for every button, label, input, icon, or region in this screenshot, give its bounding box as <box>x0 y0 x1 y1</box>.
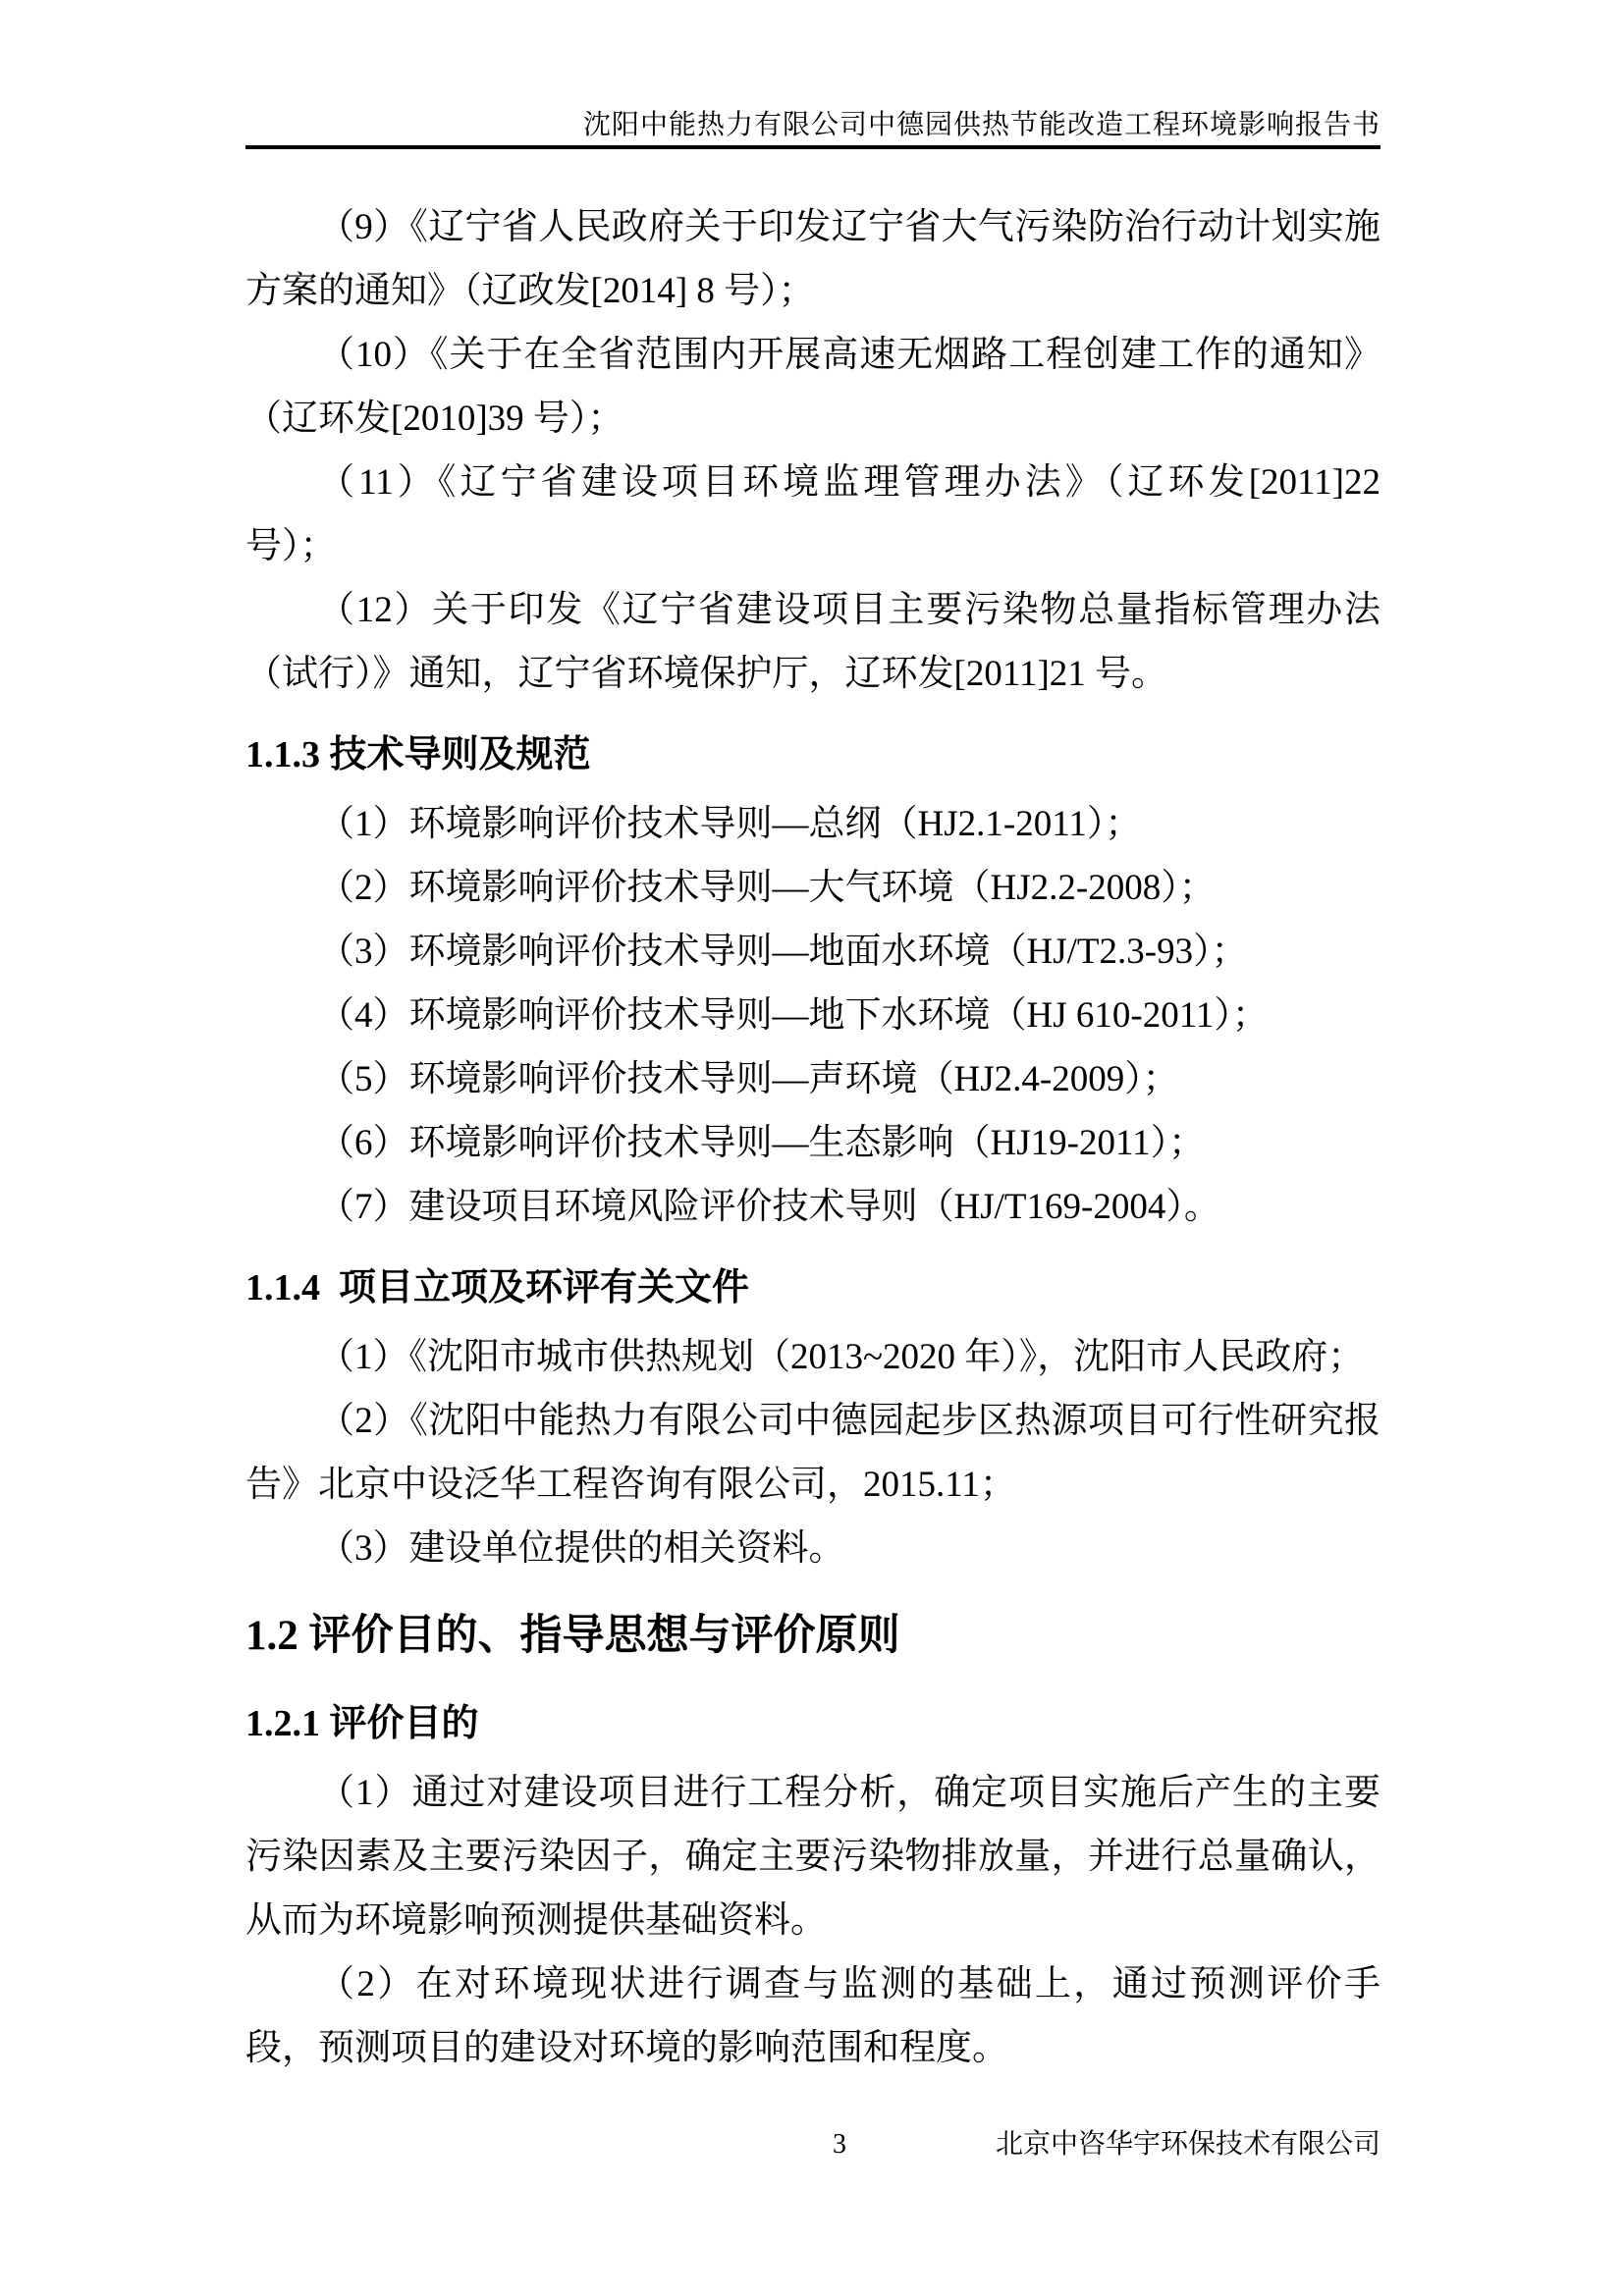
paragraph: （9）《辽宁省人民政府关于印发辽宁省大气污染防治行动计划实施方案的通知》（辽政发[2014] 8 号）； <box>245 207 1380 311</box>
document-body <box>245 195 1380 2080</box>
paragraph: （2）在对环境现状进行调查与监测的基础上，通过预测评价手段，预测项目的建设对环境的影响范围和程度。 <box>245 1964 1380 2068</box>
paragraph: （1）通过对建设项目进行工程分析，确定项目实施后产生的主要污染因素及主要污染因子，确定主要污染物排放量，并进行总量确认，从而为环境影响预测提供基础资料。 <box>245 1773 1380 1941</box>
section-heading: 1.2.1 评价目的 <box>245 1703 479 1744</box>
paragraph: （3）建设单位提供的相关资料。 <box>318 1528 845 1569</box>
section-heading: 1.1.4 项目立项及环评有关文件 <box>245 1267 750 1308</box>
paragraph: （5）环境影响评价技术导则—声环境（HJ2.4-2009）； <box>318 1059 1179 1099</box>
paragraph: （1）环境影响评价技术导则—总纲（HJ2.1-2011）； <box>318 804 1142 844</box>
page-footer <box>245 2122 1380 2167</box>
paragraph: （12）关于印发《辽宁省建设项目主要污染物总量指标管理办法（试行）》通知，辽宁省环境保护厅，辽环发[2011]21 号。 <box>245 590 1380 694</box>
section-heading: 1.1.3 技术导则及规范 <box>245 734 591 775</box>
paragraph: （11）《辽宁省建设项目环境监理管理办法》（辽环发[2011]22 号）； <box>245 462 1380 566</box>
paragraph: （2）《沈阳中能热力有限公司中德园起步区热源项目可行性研究报告》北京中设泛华工程咨询有限公司，2015.11； <box>245 1401 1380 1505</box>
paragraph: （3）环境影响评价技术导则—地面水环境（HJ/T2.3-93）； <box>318 932 1248 972</box>
paragraph: （7）建设项目环境风险评价技术导则（HJ/T169-2004）。 <box>318 1187 1220 1227</box>
section-heading: 1.2 评价目的、指导思想与评价原则 <box>245 1613 900 1659</box>
footer-company-name: 北京中咨华宇环保技术有限公司 <box>995 2129 1380 2160</box>
page-number: 3 <box>833 2129 846 2160</box>
paragraph: （1）《沈阳市城市供热规划（2013~2020 年）》，沈阳市人民政府； <box>318 1337 1365 1377</box>
paragraph: （2）环境影响评价技术导则—大气环境（HJ2.2-2008）； <box>318 868 1216 908</box>
paragraph: （4）环境影响评价技术导则—地下水环境（HJ 610-2011）； <box>318 995 1269 1036</box>
header-divider-rule <box>245 145 1380 149</box>
paragraph: （10）《关于在全省范围内开展高速无烟路工程创建工作的通知》（辽环发[2010]39 号）； <box>245 335 1380 439</box>
paragraph: （6）环境影响评价技术导则—生态影响（HJ19-2011）； <box>318 1123 1206 1163</box>
page-header-title: 沈阳中能热力有限公司中德园供热节能改造工程环境影响报告书 <box>582 110 1380 140</box>
